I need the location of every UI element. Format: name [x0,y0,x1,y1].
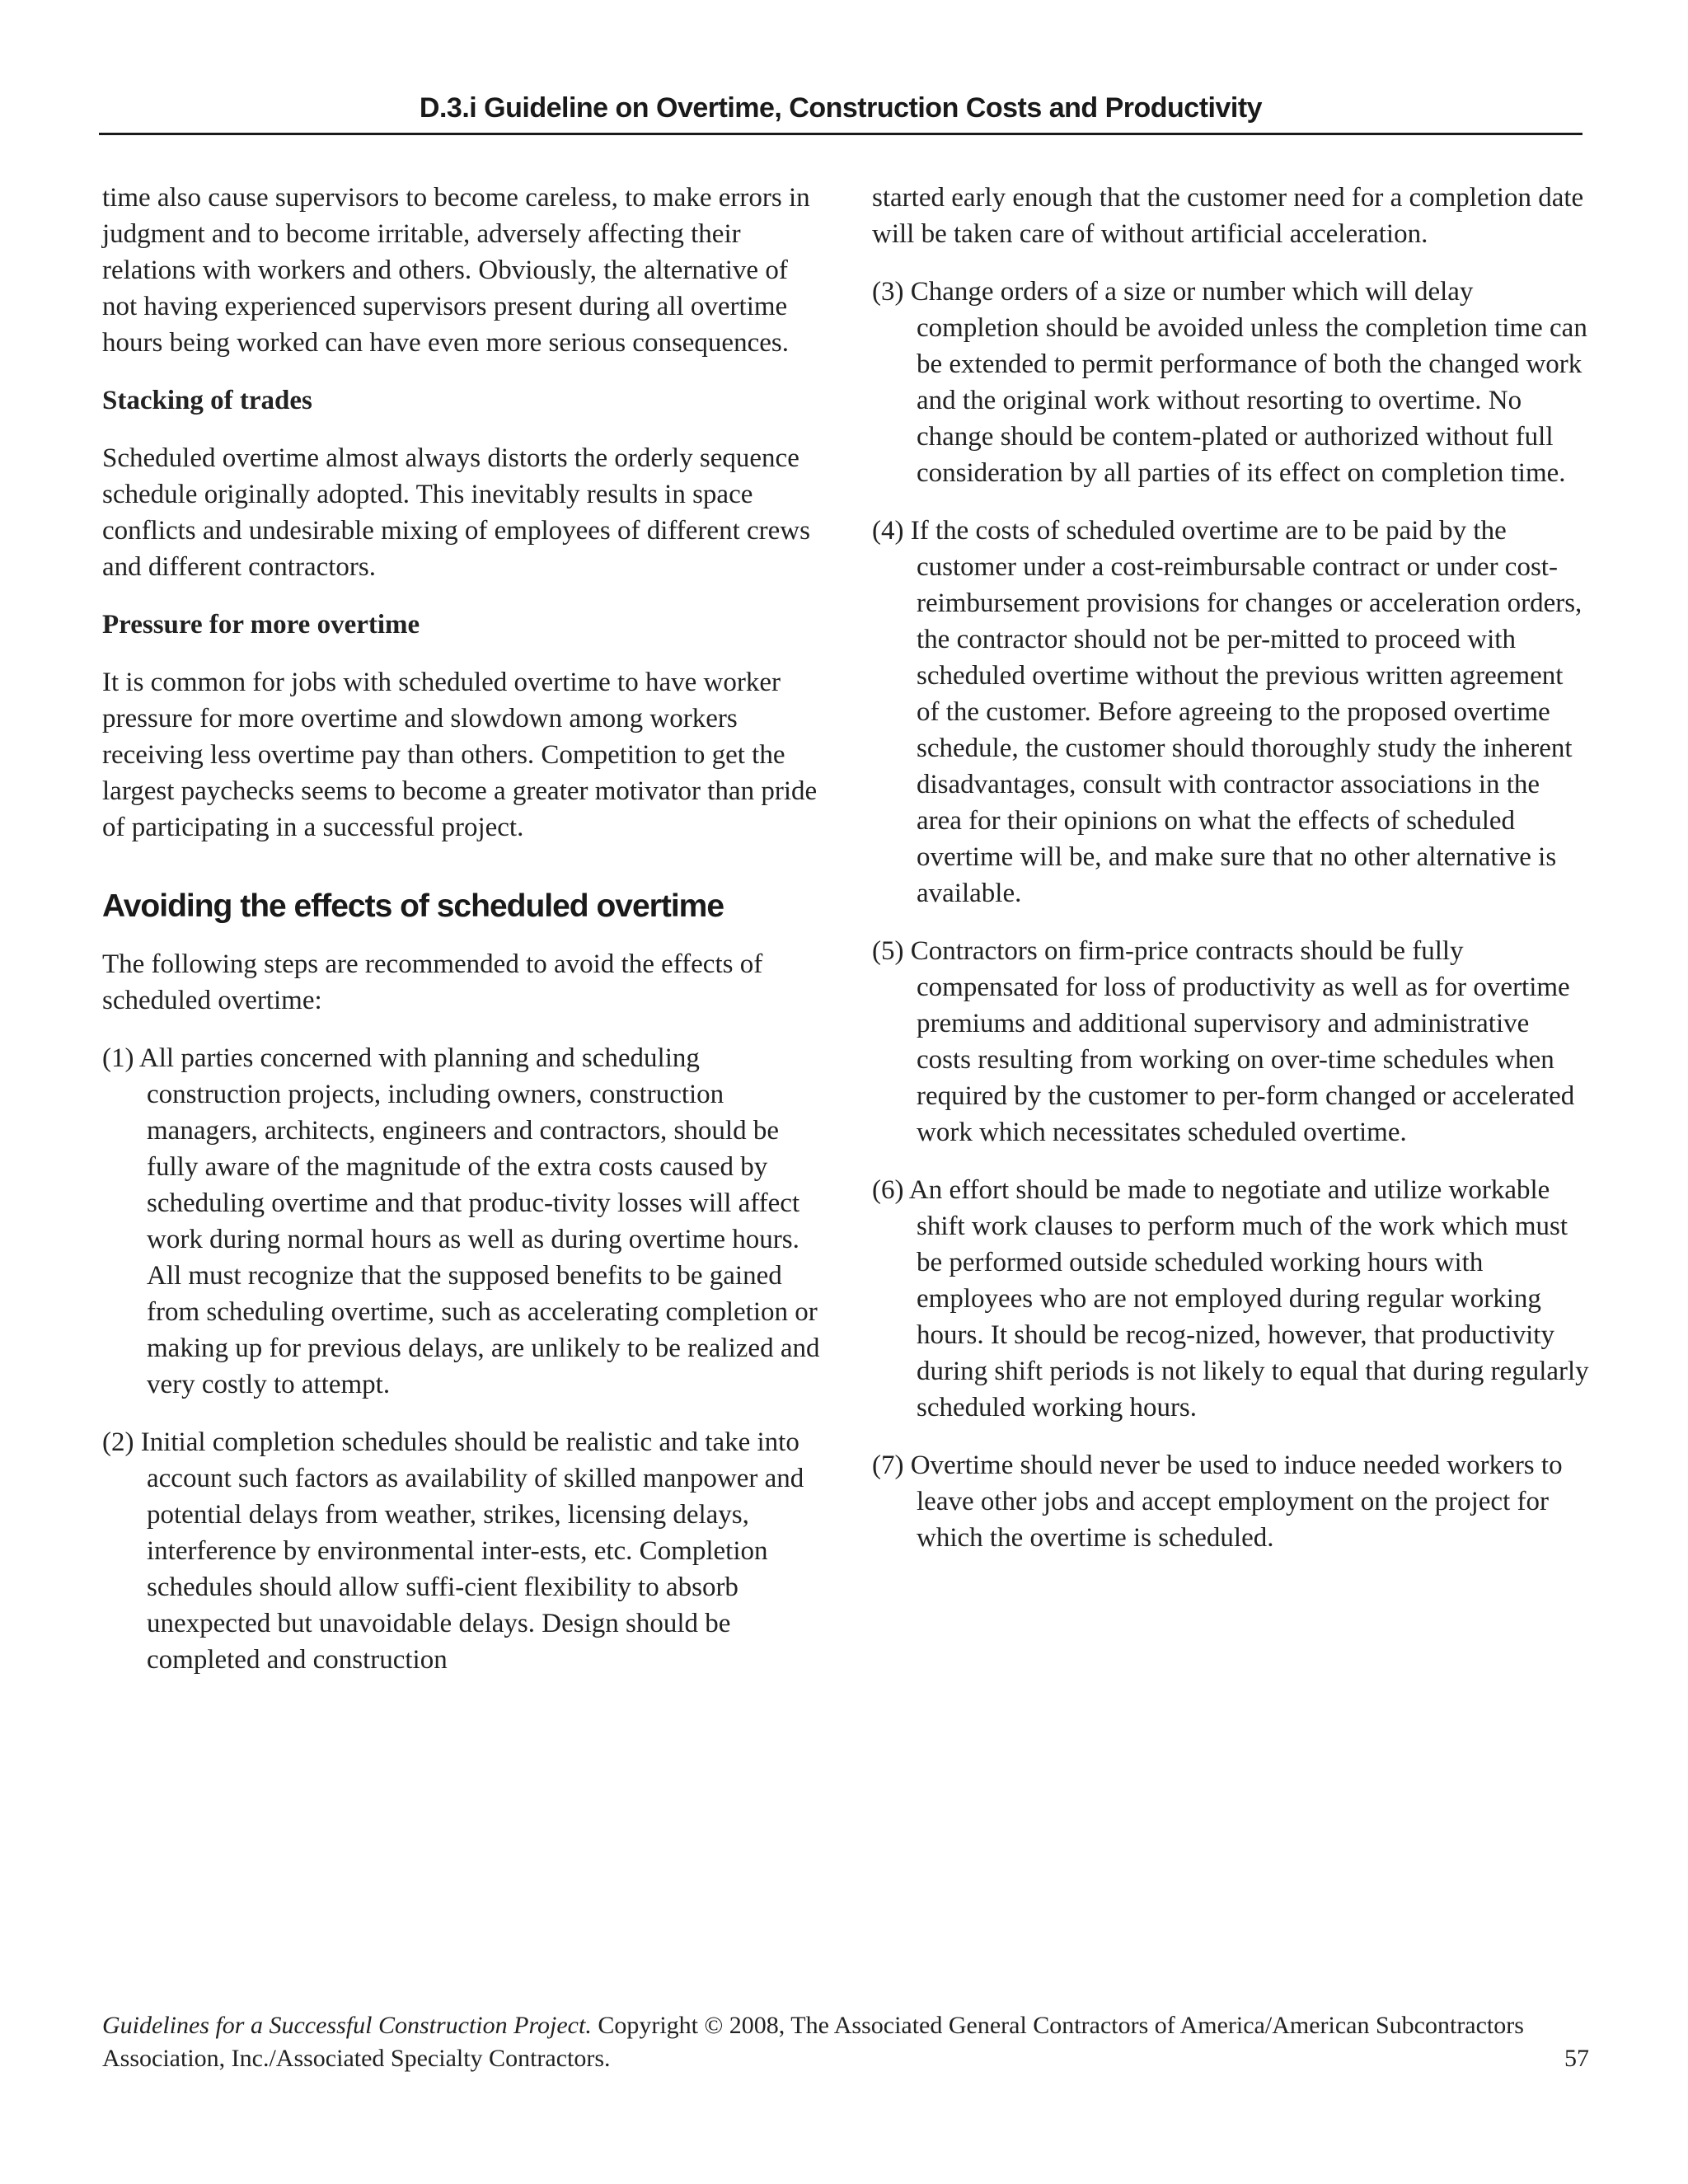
stacking-paragraph: Scheduled overtime almost always distorts the orderly sequence schedule originally adopted. This inevitably results in space conflicts and undesirable mixing of employees of different crews and different contractors. [102,443,810,582]
list-item-6: (6) An effort should be made to negotiate and utilize workable shift work clauses to perform much of the work which must be performed outside scheduled working hours with employees who are not employed during regular working hours. It should be recog-nized, however, that productivity during shift periods is not likely to equal that during regularly scheduled working hours. [872,1175,1589,1422]
stacking-heading: Stacking of trades [102,386,312,415]
section-heading: Avoiding the effects of scheduled overtime [102,888,724,924]
list-item-5: (5) Contractors on firm-price contracts should be fully compensated for loss of productivity as well as for overtime premiums and additional supervisory and administrative costs resulting from working on over-time schedules when required by the customer to per-form changed or accelerated work which necessitates scheduled overtime. [872,936,1575,1147]
footer-copyright-text: Copyright © 2008, The Associated General Contractors of America/American Subcontractors Association, Inc./Associated Specialty Contractors. [102,2012,1524,2072]
list-item-2-continued: started early enough that the customer need for a completion date will be taken care of without artificial acceleration. [872,183,1584,249]
pressure-heading: Pressure for more overtime [102,610,420,640]
list-item-3: (3) Change orders of a size or number which will delay completion should be avoided unless the completion time can be extended to permit performance of both the changed work and the original work without resorting to overtime. No change should be contem-plated or authorized without full consideration by all parties of its effect on completion time. [872,277,1587,488]
header-rule [99,133,1582,135]
avoiding-intro-paragraph: The following steps are recommended to avoid the effects of scheduled overtime: [102,949,763,1015]
list-item-4: (4) If the costs of scheduled overtime are to be paid by the customer under a cost-reimbursable contract or under cost-reimbursement provisions for changes or acceleration orders, the contractor should not be per-mitted to proceed with scheduled overtime without the previous written agreement of the customer. Before agreeing to the proposed overtime schedule, the customer should thoroughly study the inherent disadvantages, consult with contractor associations in the area for their opinions on what the effects of scheduled overtime will be, and make sure that no other alternative is available. [872,516,1582,908]
footer-book-title: Guidelines for a Successful Construction Project. [102,2012,592,2039]
list-item-2: (2) Initial completion schedules should be realistic and take into account such factors as availability of skilled manpower and potential delays from weather, strikes, licensing delays, interference by environmental inter-ests, etc. Completion schedules should allow suffi-cient flexibility to absorb unexpected but unavoidable delays. Design should be completed and construction [102,1427,804,1675]
left-column [102,180,824,1699]
pressure-paragraph: It is common for jobs with scheduled overtime to have worker pressure for more overtime and slowdown among workers receiving less overtime pay than others. Competition to get the largest paychecks seems to become a greater motivator than pride of participating in a successful project. [102,668,818,842]
list-item-7: (7) Overtime should never be used to induce needed workers to leave other jobs and accept employment on the project for which the overtime is scheduled. [872,1451,1563,1553]
page-number: 57 [1564,2045,1589,2072]
intro-paragraph: time also cause supervisors to become careless, to make errors in judgment and to become irritable, adversely affecting their relations with workers and others. Obviously, the alternative of not having experienced supervisors present during all overtime hours being worked can have even more serious consequences. [102,183,810,358]
footer-copyright [102,2009,1589,2075]
running-header: D.3.i Guideline on Overtime, Construction Costs and Productivity [419,92,1263,124]
right-column [872,180,1589,1577]
list-item-1: (1) All parties concerned with planning and scheduling construction projects, including owners, construction managers, architects, engineers and contractors, should be fully aware of the magnitude of the extra costs caused by scheduling overtime and that produc-tivity losses will affect work during normal hours as well as during overtime hours. All must recognize that the supposed benefits to be gained from scheduling overtime, such as accelerating completion or making up for previous delays, are unlikely to be realized and very costly to attempt. [102,1043,820,1399]
